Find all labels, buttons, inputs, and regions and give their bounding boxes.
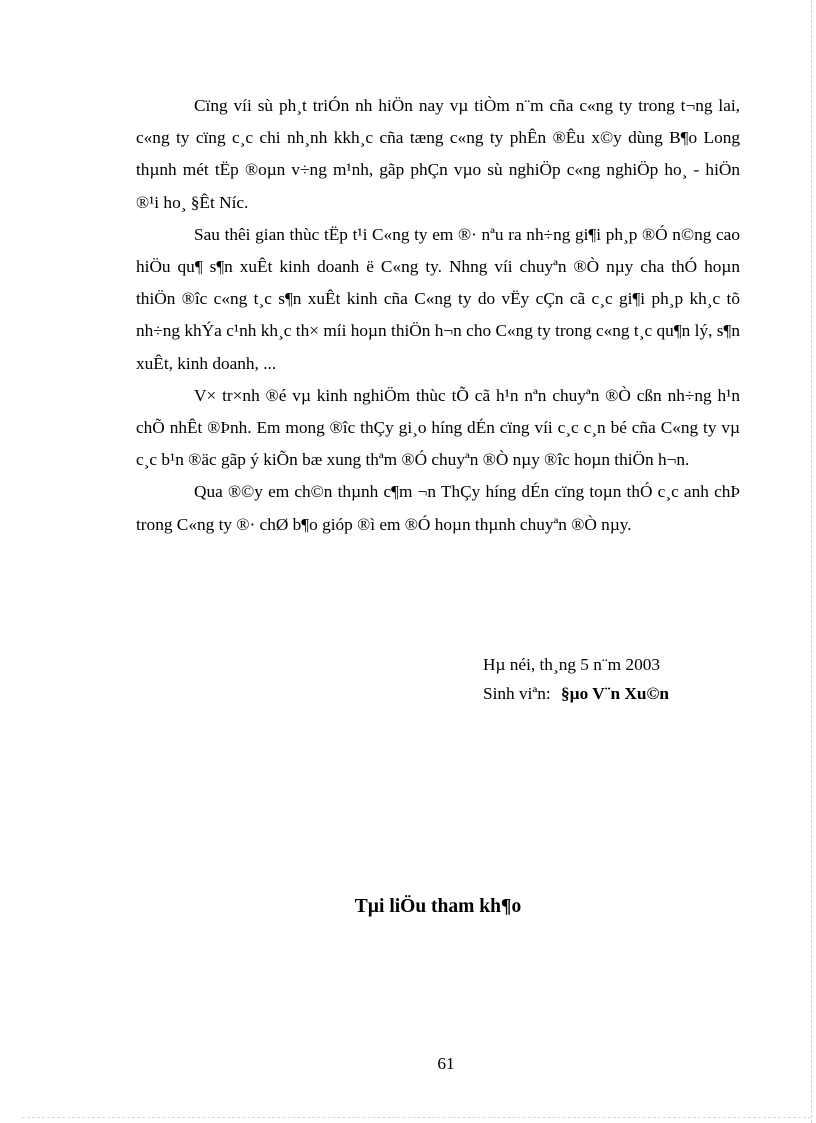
signature-block bbox=[483, 650, 783, 708]
paragraph-development: Cïng víi sù ph¸t triÓn nh hiÖn nay vµ tiÒm n¨m cña c«ng ty trong t¬ng lai, c«ng ty cïng c¸c chi nh¸nh kkh¸c cña tæng c«ng ty phÊn ®Êu x©y dùng B¶o Long thµnh mét tËp ®oµn v÷ng m¹nh, gãp phÇn vµo sù nghiÖp c«ng nghiÖp ho¸ - hiÖn ®¹i ho¸ §Êt Níc. bbox=[136, 96, 740, 212]
paragraph-limitations: V× tr×nh ®é vµ kinh nghiÖm thùc tÕ cã h¹n nªn chuyªn ®Ò cßn nh÷ng h¹n chÕ nhÊt ®Þnh. Em mong ®îc thÇy gi¸o híng dÉn cïng víi c¸c c¸n bé cña C«ng ty vµ c¸c b¹n ®äc gãp ý kiÕn bæ xung thªm ®Ó chuyªn ®Ò nµy ®îc hoµn thiÖn h¬n. bbox=[136, 385, 740, 470]
body-text bbox=[136, 90, 740, 541]
place-date: Hµ néi, th¸ng 5 n¨m 2003 bbox=[483, 655, 660, 674]
student-name: §µo V¨n Xu©n bbox=[561, 684, 670, 703]
student-line bbox=[483, 679, 783, 708]
page-frame-right-edge bbox=[811, 0, 812, 1123]
student-label: Sinh viªn: bbox=[483, 684, 551, 703]
page-frame-bottom-edge bbox=[22, 1117, 811, 1118]
paragraph-thanks: Qua ®©y em ch©n thµnh c¶m ¬n ThÇy híng dÉn cïng toµn thÓ c¸c anh chÞ trong C«ng ty ®· chØ b¶o gióp ®ì em ®Ó hoµn thµnh chuyªn ®Ò nµy. bbox=[136, 482, 740, 534]
page-number: 61 bbox=[437, 1054, 455, 1073]
paragraph-solutions: Sau thêi gian thùc tËp t¹i C«ng ty em ®· nªu ra nh÷ng gi¶i ph¸p ®Ó n©ng cao hiÖu qu¶ s¶n xuÊt kinh doanh ë C«ng ty. Nhng víi chuyªn ®Ò nµy cha thÓ hoµn thiÖn ®îc c«ng t¸c s¶n xuÊt kinh cña C«ng ty do vËy cÇn cã c¸c gi¶i ph¸p kh¸c tõ nh÷ng khÝa c¹nh kh¸c th× míi hoµn thiÖn h¬n cho C«ng ty trong c«ng t¸c qu¶n lý, s¶n xuÊt, kinh doanh, ... bbox=[136, 224, 740, 373]
references-heading: Tµi liÖu tham kh¶o bbox=[354, 896, 522, 917]
